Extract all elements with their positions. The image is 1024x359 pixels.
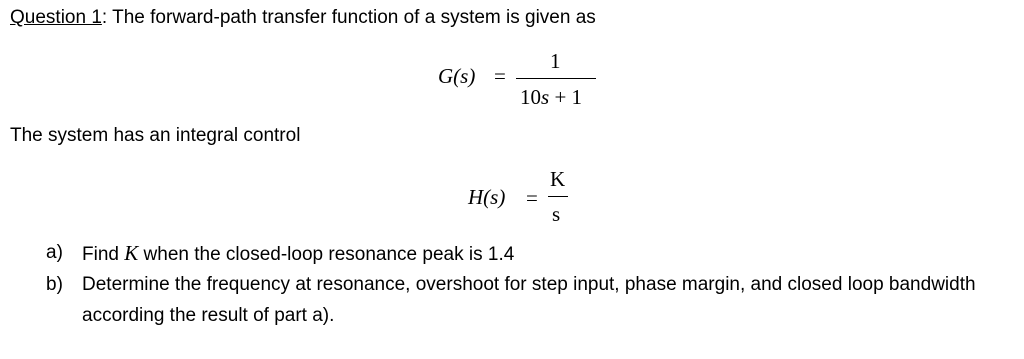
question-label: Question 1 [10,7,102,28]
h-argument: (s) [483,185,506,209]
g-denominator [520,85,582,109]
part-a-marker: a) [46,242,63,263]
part-a-symbol: K [124,241,139,265]
part-a-text-after: when the closed-loop resonance peak is 1.4 [138,244,515,265]
g-denominator-variable: s [541,85,550,109]
question-colon: : [101,7,108,28]
part-a-text-before: Find [82,244,125,265]
h-fraction-bar [548,196,568,197]
question-intro-text: The forward-path transfer function of a system is given as [112,7,596,28]
g-symbol: G [438,64,454,88]
part-b-text: Determine the frequency at resonance, overshoot for step input, phase margin, and closed loop bandwidth according the result of part a). [82,274,976,326]
h-equals-sign: = [526,186,538,210]
g-denominator-coefficient: 10 [520,85,541,109]
g-equals-sign: = [494,64,506,88]
part-b-marker: b) [46,274,63,295]
h-denominator: s [552,202,561,226]
g-lhs [438,64,475,88]
g-denominator-constant: + 1 [549,85,583,109]
h-numerator: K [550,167,566,191]
question-intro-line [10,6,596,30]
g-numerator: 1 [550,49,561,73]
part-a-text [82,241,514,267]
h-lhs [468,185,505,209]
control-description: The system has an integral control [10,125,301,146]
g-fraction-bar [516,78,596,79]
h-symbol: H [468,185,484,209]
g-argument: (s) [453,64,476,88]
